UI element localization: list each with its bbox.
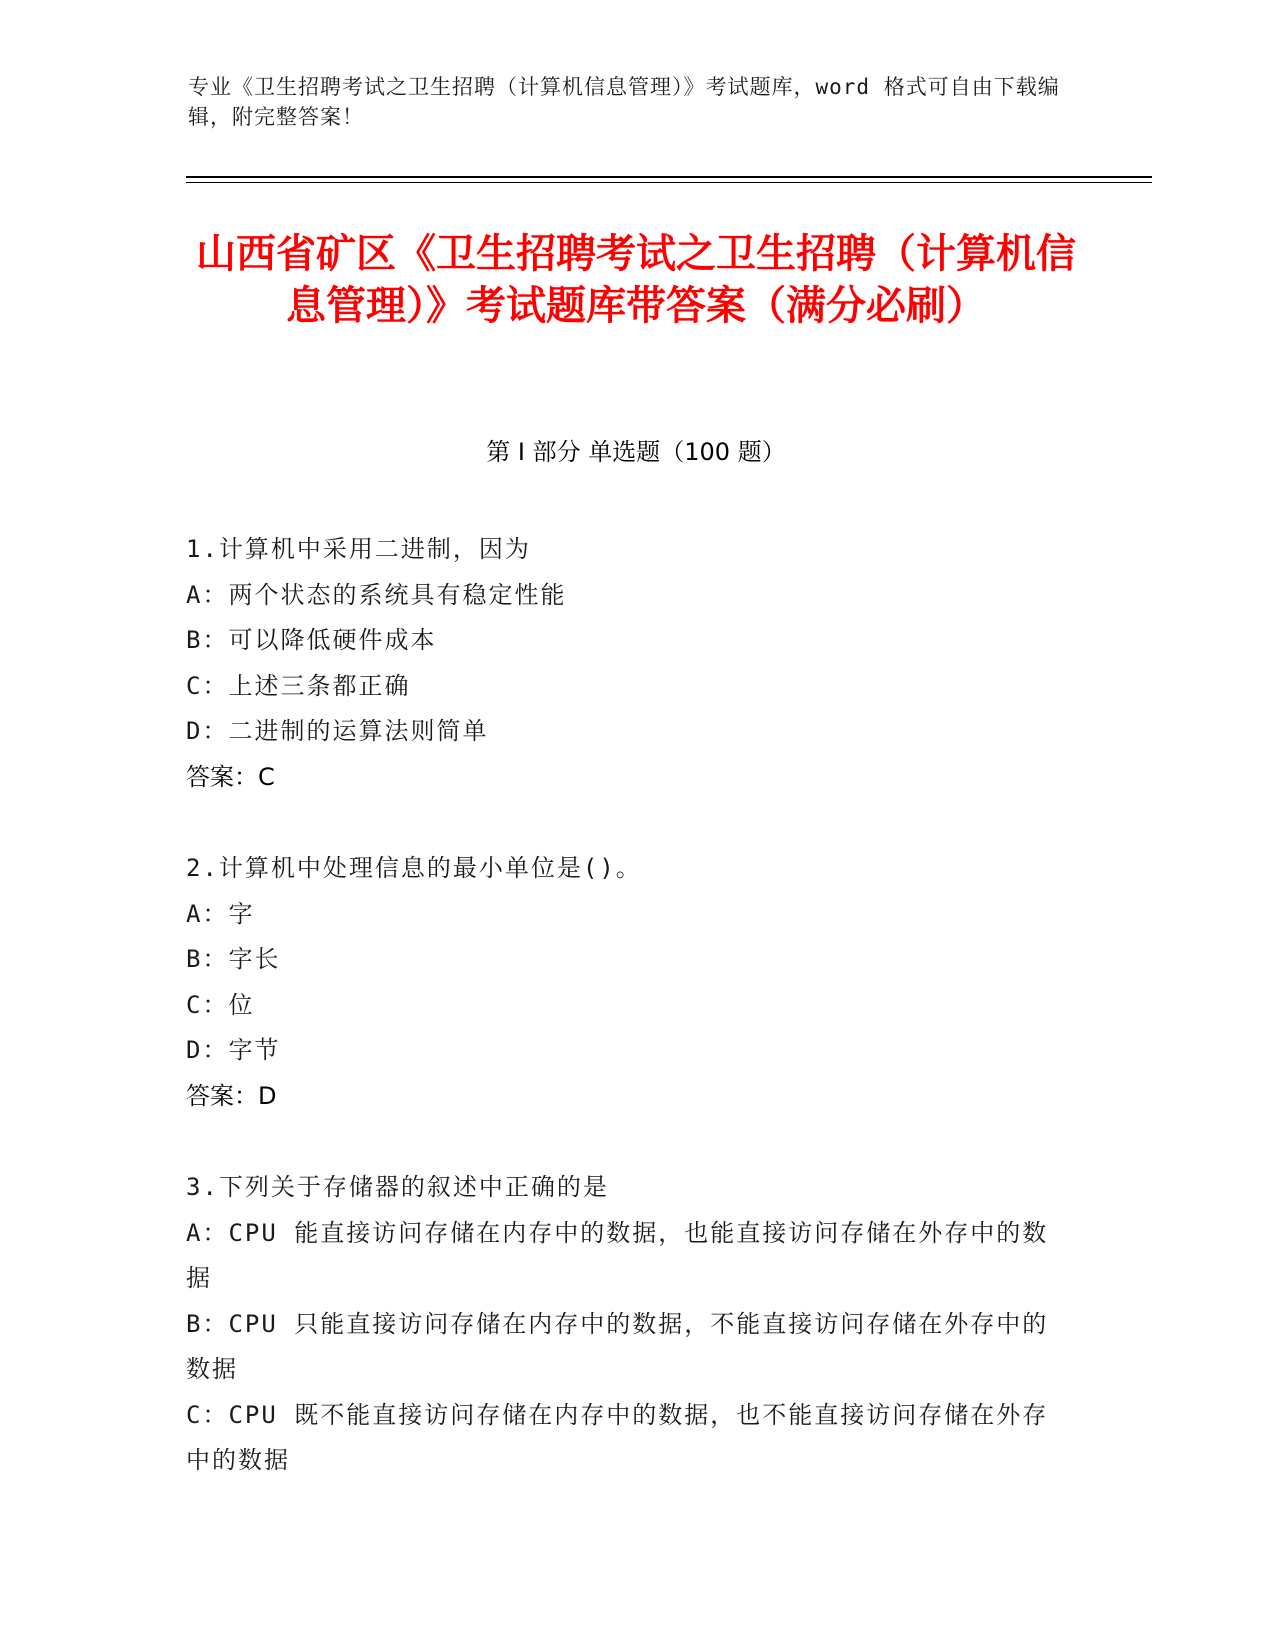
answer: 答案：D (186, 1081, 277, 1110)
option-a: A：两个状态的系统具有稳定性能 (186, 580, 567, 609)
option-c: C：上述三条都正确 (186, 671, 411, 700)
section-title: 第 I 部分 单选题（100 题） (486, 438, 786, 466)
option-d: D：二进制的运算法则简单 (186, 717, 489, 745)
option-b: B：字长 (186, 945, 281, 973)
option-d: D：字节 (186, 1036, 281, 1064)
option-b: B：可以降低硬件成本 (186, 626, 437, 654)
document-title: 山西省矿区《卫生招聘考试之卫生招聘（计算机信息管理）》考试题库带答案（满分必刷） (196, 231, 1076, 329)
header-rule-thin (186, 182, 1152, 183)
answer: 答案：C (186, 762, 275, 791)
question-stem: 1.计算机中采用二进制，因为 (186, 535, 531, 563)
option-b: B：CPU 只能直接访问存储在内存中的数据，不能直接访问存储在外存中的数据 (186, 1309, 1049, 1383)
question-stem: 3.下列关于存储器的叙述中正确的是 (186, 1173, 609, 1201)
question-list (186, 527, 1066, 1530)
header-note: 专业《卫生招聘考试之卫生招聘（计算机信息管理）》考试题库，word 格式可自由下载编辑，附完整答案！ (188, 75, 1060, 129)
question-1 (186, 527, 1066, 800)
header-rule-thick (186, 176, 1152, 178)
option-a: A：字 (186, 899, 255, 928)
question-3 (186, 1165, 1066, 1484)
option-c: C：CPU 既不能直接访问存储在内存中的数据，也不能直接访问存储在外存中的数据 (186, 1400, 1049, 1474)
option-a: A：CPU 能直接访问存储在内存中的数据，也能直接访问存储在外存中的数据 (186, 1218, 1049, 1292)
option-c: C：位 (186, 990, 255, 1019)
question-2 (186, 846, 1066, 1119)
question-stem: 2.计算机中处理信息的最小单位是()。 (186, 854, 642, 882)
